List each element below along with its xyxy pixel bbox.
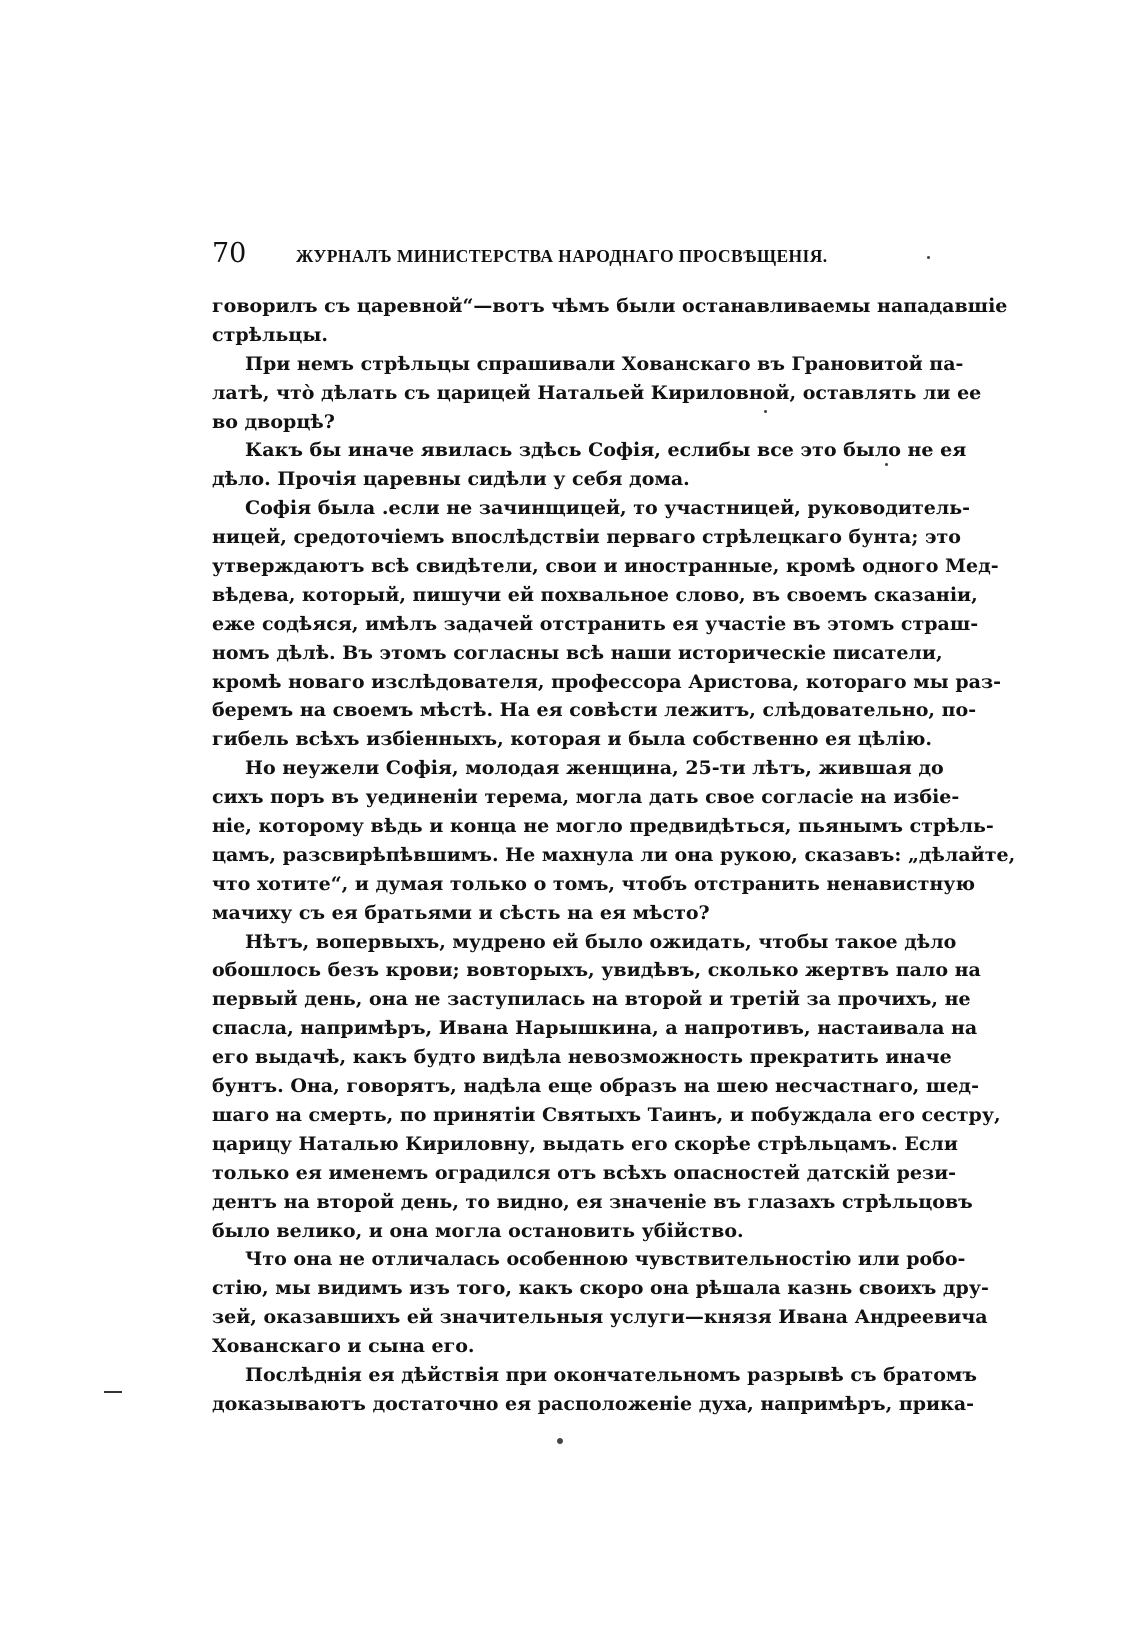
margin-dash-mark [104, 1391, 122, 1393]
text-line: его выдачѣ, какъ будто видѣла невозможность прекратить иначе [212, 1046, 952, 1069]
text-line: Какъ бы иначе явилась здѣсь Софія, еслибы все это было не ея [245, 439, 967, 462]
text-line: При немъ стрѣльцы спрашивали Хованскаго въ Грановитой па- [245, 352, 964, 375]
ink-speck [764, 410, 767, 413]
text-line: Хованскаго и сына его. [212, 1335, 475, 1358]
text-line: бунтъ. Она, говорятъ, надѣла еще образъ на шею несчастнаго, шед- [212, 1075, 979, 1098]
text-line: дентъ на второй день, то видно, ея значеніе въ глазахъ стрѣльцовъ [212, 1190, 973, 1213]
text-line: во дворцѣ? [212, 410, 335, 433]
text-line: мачиху съ ея братьями и сѣсть на ея мѣсто? [212, 901, 710, 924]
text-line: Софія была .если не зачинщицей, то участницей, руководитель- [245, 497, 971, 520]
ink-speck [927, 256, 930, 259]
text-line: беремъ на своемъ мѣстѣ. На ея совѣсти лежитъ, слѣдовательно, по- [212, 699, 977, 722]
page-header [212, 238, 932, 274]
text-line: латѣ, что̀ дѣлать съ царицей Натальей Кириловной, оставлять ли ее [212, 381, 982, 404]
text-line: номъ дѣлѣ. Въ этомъ согласны всѣ наши историческіе писатели, [212, 641, 943, 664]
text-line: что хотите“, и думая только о томъ, чтобъ отстранить ненавистную [212, 872, 975, 895]
text-line: шаго на смерть, по принятіи Святыхъ Таинъ, и побуждала его сестру, [212, 1103, 1001, 1126]
text-body [212, 292, 1016, 1419]
page-number: 70 [212, 238, 247, 269]
text-line: ніе, которому вѣдь и конца не могло предвидѣться, пьянымъ стрѣль- [212, 815, 994, 838]
text-line: было велико, и она могла остановить убійство. [212, 1219, 744, 1242]
ink-speck [557, 1438, 563, 1444]
text-line: говорилъ съ царевной“—вотъ чѣмъ были останавливаемы нападавшіе [212, 295, 1008, 317]
text-line: Что она не отличалась особенною чувствительностію или робо- [245, 1248, 966, 1271]
text-line: царицу Наталью Кириловну, выдать его скорѣе стрѣльцамъ. Если [212, 1132, 958, 1155]
text-line: цамъ, разсвирѣпѣвшимъ. Не махнула ли она рукою, сказавъ: „дѣлайте, [212, 843, 1016, 866]
text-line: Нѣтъ, вопервыхъ, мудрено ей было ожидать, чтобы такое дѣло [245, 930, 957, 953]
text-line: стію, мы видимъ изъ того, какъ скоро она рѣшала казнь своихъ дру- [212, 1277, 989, 1300]
text-line: первый день, она не заступилась на второй и третій за прочихъ, не [212, 988, 971, 1011]
text-line: ницей, средоточіемъ впослѣдствіи перваго стрѣлецкаго бунта; это [212, 526, 961, 549]
text-line: обошлось безъ крови; вовторыхъ, увидѣвъ, сколько жертвъ пало на [212, 959, 981, 982]
text-line: кромѣ новаго изслѣдователя, профессора Аристова, котораго мы раз- [212, 670, 1001, 693]
text-line: Но неужели Софія, молодая женщина, 25-ти лѣтъ, жившая до [245, 757, 944, 780]
text-line: гибель всѣхъ избіенныхъ, которая и была собственно ея цѣлію. [212, 728, 932, 751]
text-line: зей, оказавшихъ ей значительныя услуги—князя Ивана Андреевича [212, 1306, 988, 1329]
text-line: стрѣльцы. [212, 323, 328, 346]
text-line: спасла, напримѣръ, Ивана Нарышкина, а напротивъ, настаивала на [212, 1017, 978, 1040]
text-line: только ея именемъ оградился отъ всѣхъ опасностей датскій рези- [212, 1161, 957, 1184]
ink-speck [885, 463, 888, 466]
text-line: утверждаютъ всѣ свидѣтели, свои и иностранные, кромѣ одного Мед- [212, 555, 999, 578]
text-line: вѣдева, который, пишучи ей похвальное слово, въ своемъ сказаніи, [212, 583, 978, 606]
text-line: дѣло. Прочія царевны сидѣли у себя дома. [212, 468, 690, 491]
text-line: еже содѣяся, имѣлъ задачей отстранить ея участіе въ этомъ страш- [212, 612, 979, 635]
text-line: сихъ поръ въ уединеніи терема, могла дать свое согласіе на избіе- [212, 786, 960, 809]
text-line: доказываютъ достаточно ея расположеніе духа, напримѣръ, прика- [212, 1392, 975, 1415]
running-title: ЖУРНАЛЪ МИНИСТЕРСТВА НАРОДНАГО ПРОСВѢЩЕНІЯ. [296, 246, 828, 266]
text-line: Послѣднія ея дѣйствія при окончательномъ разрывѣ съ братомъ [245, 1363, 977, 1386]
